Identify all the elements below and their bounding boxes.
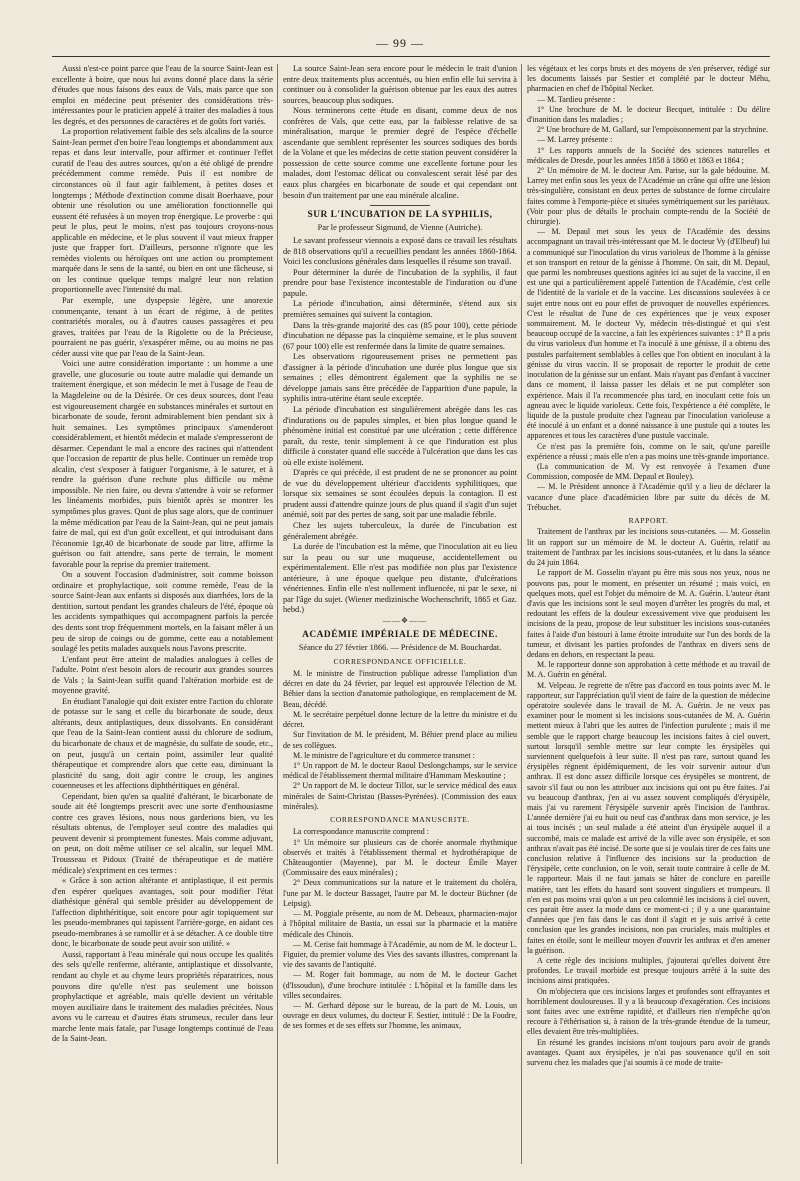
paragraph: Chez les sujets tuberculeux, la durée de l'incubation est généralement abrégée. — [283, 520, 517, 541]
paragraph: M. Velpeau. Je regrette de n'être pas d'accord en tous points avec M. le rapporteur, sur l'appréciation qu'il vient de faire de la question de médecine opératoire soulevée dans le travail de M. A. Guérin. Je ne veux pas examiner pour le moment si les incisions sous-cutanées de M. A. Guérin mettent mieux à l'abri que les autres de l'infection purulente ; mais il me semble que le rapport charge beaucoup les incisions faites à ciel ouvert, surtout lorsqu'il semble mettre sur leur compte les érysipèles qui surviennent quelquefois à leur suite. Il n'est pas rare, surtout quand les érysipèles règnent épidémiquement, de les voir survenir autour d'un anthrax. Il est donc assez difficile lorsque ces érysipèles se montrent, de savoir s'il faut ou non les attribuer aux incisions qui ont pu être faites. J'ai vu beaucoup d'anthrax, j'en ai vu assez souvent compliqués d'érysipèle, mais j'ai vu rarement l'érysipèle survenir après l'incision de l'anthrax. L'année dernière j'ai eu huit ou neuf cas d'anthrax dans mon service, je les ai tous incisés ; un seul malade a été atteint d'un érysipèle auquel il a succombé, mais ce malade est arrivé de la ville avec son érysipèle, et son anthrax n'avait pas été incisé. De sorte que si je voulais tirer de ces faits une conclusion relative à l'influence des incisions sur la production de l'érysipèle, cette conclusion, on le voit, serait toute contraire à celle de M. le rapporteur. Mais il ne faut jamais se hâter de conclure en pareille matière, tant les effets du hasard sont souvent singuliers et trompeurs. Il n'en est pas moins vrai qu'on a un peu calomnié les incisions à ciel ouvert, ces parait être assez la mode dans ce moment-ci ; il y a une quarantaine d'années que j'en fais dans le cas dont il s'agit et je suis arrivé à cette conclusion que les grandes incisions, non pas cruciales, mais multiples et faites en étoile, sont le meilleur moyen d'ouvrir les anthrax et d'en amener la guérison. — [527, 680, 770, 955]
paragraph: — M. Roger fait hommage, au nom de M. le docteur Gachet (d'Issoudun), d'une brochure intitulée : L'hôpital et la famille dans les villes secondaires. — [283, 970, 517, 1000]
paragraph: D'après ce qui précède, il est prudent de ne se prononcer au point de vue du développement ultérieur d'accidents syphilitiques, que lorsque six semaines se sont écoulées depuis la contagion. Il est prudent aussi d'attendre quinze jours de plus quand il s'agit d'un sujet anémié, soit par des pertes de sang, soit par une maladie fébrile. — [283, 468, 517, 520]
paragraph: La source Saint-Jean sera encore pour le médecin le trait d'union entre deux traitements plus accentués, ou bien enfin elle lui servira à continuer ou à consolider la guérison obtenue par les eaux des autres sources, beaucoup plus sodiques. — [283, 64, 517, 105]
paragraph: M. le rapporteur donne son approbation à cette méthode et au travail de M. A. Guérin en général. — [527, 660, 770, 680]
paragraph: — M. le Président annonce à l'Académie qu'il y a lieu de déclarer la vacance d'une place d'académicien libre par suite du décès de M. Trébuchet. — [527, 482, 770, 512]
paragraph: M. le ministre de l'agriculture et du commerce transmet : — [293, 750, 475, 760]
paragraph: — M. Poggiale présente, au nom de M. Debeaux, pharmacien-major à l'hôpital militaire de Bastia, un essai sur la pharmacie et la matière médicale des Chinois. — [283, 909, 517, 939]
column-2 — [283, 64, 517, 1164]
paragraph: 2° Un mémoire de M. le docteur Am. Parise, sur la gale bédouine. M. Larrey met enfin sous les yeux de l'Académie un crâne qui offre une lésion très-singulière, consistant en deux pertes de substance de forme circulaire faites comme à l'emporte-pièce et situées symétriquement sur les pariétaux. (Voir pour plus de détails le prochain compte-rendu de la Société de chirurgie). — [527, 166, 770, 227]
paragraph: Le savant professeur viennois a exposé dans ce travail les résultats de 818 observations qu'il a recueillies pendant les années 1860-1864. Voici les conclusions générales dans lesquelles il résume son travail. — [283, 236, 517, 267]
paragraph: La période d'incubation est singulièrement abrégée dans les cas d'indurations ou de papules simples, et bien plus longue quand le phénomène initial est constitué par une ulcération ; cette différence paraît, du reste, tenir simplement à ce que l'induration est plus difficile à constater quand elle succède à l'ulcération que dans les cas où elle existe isolément. — [283, 404, 517, 467]
paragraph: On m'objectera que ces incisions larges et profondes sont effrayantes et horriblement douloureuses. Il y a là beaucoup d'exagération. Ces incisions sont faites avec une extrême rapidité, et d'ailleurs rien n'empêche qu'on recoure à l'éthérisation si, à raison de la très-grande étendue de la tumeur, elles devaient être très-multipliées. — [527, 986, 770, 1037]
section-rule — [370, 205, 430, 206]
subheading: RAPPORT. — [628, 515, 669, 525]
paragraph: Pour déterminer la durée de l'incubation de la syphilis, il faut prendre pour base l'existence incontestable de l'induration ou d'une papule. — [283, 267, 517, 298]
paragraph: — M. Larrey présente : — [537, 135, 613, 145]
article-heading: SUR L'INCUBATION DE LA SYPHILIS, — [307, 210, 493, 221]
column-divider — [277, 64, 278, 1164]
paragraph: 2° Deux communications sur la nature et le traitement du choléra, l'une par M. le docteur Bassaget, l'autre par M. le docteur Büchner (de Leipsig). — [283, 878, 517, 908]
paragraph: Le rapport de M. Gosselin n'ayant pu être mis sous nos yeux, nous ne pouvons pas, pour le moment, en présenter un résumé ; mais voici, en quelques mots, quel est l'objet du mémoire de M. A. Guérin. L'auteur étant d'avis que les incisions sont le seul moyen d'arrêter les progrès du mal, et redoutant les effets de la douleur excessivement vive que produisent les incisions de la peau, propose de leur substituer les incisions sous-cutanées faites à l'aide d'un bistouri à lame étroite introduite sur l'un des bords de la tumeur, et divisant les parties profondes de l'anthrax en divers sens de dedans en dehors, en respectant la peau. — [527, 568, 770, 659]
paragraph: 1° Un mémoire sur plusieurs cas de chorée anormale rhythmique observés et traités à l'établissement thermal et hydrothérapique de Châteaugontier (Mayenne), par M. le docteur Émile Mayer (Commissaire des eaux minérales) ; — [283, 837, 517, 878]
paragraph: M. le secrétaire perpétuel donne lecture de la lettre du ministre et du décret. — [283, 709, 517, 730]
paragraph: Dans la très-grande majorité des cas (85 pour 100), cette période d'incubation ne dépasse pas la cinquième semaine, et le plus souvent (67 pour 100) elle est renfermée dans la limite de quatre semaines. — [283, 320, 517, 351]
paragraph: En résumé les grandes incisions m'ont toujours paru avoir de grands avantages. Quant aux érysipèles, je n'ai pas souvenance qu'il en soit survenu chez les malades que j'ai soumis à ce mode de traite- — [527, 1037, 770, 1068]
article-byline: Par le professeur Sigmund, de Vienne (Autriche). — [317, 222, 483, 232]
paragraph: Aussi n'est-ce point parce que l'eau de la source Saint-Jean est excellente à boire, que nous lui avons donné place dans la série d'études que nous faisons des eaux de Vals, mais parce que son emploi en médecine peut présenter des considérations très-intéressantes pour le praticien appelé à traiter des maladies à tous les degrés, et des personnes de caractères et de goûts fort variés. — [52, 64, 273, 126]
paragraph: — M. Cerise fait hommage à l'Académie, au nom de M. le docteur L. Figuier, du premier volume des Vies des savants illustres, comprenant la vie des savants de l'antiquité. — [283, 939, 517, 970]
paragraph: A cette règle des incisions multiples, j'ajouterai qu'elles doivent être profondes. Le travail morbide est presque toujours arrêté à la suite des incisions ainsi pratiquées. — [527, 956, 770, 986]
paragraph: L'enfant peut être atteint de maladies analogues à celles de l'adulte. Point n'est besoin alors de recourir aux grandes sources de Vals ; la Saint-Jean suffit quand l'altération morbide est de moyenne gravité. — [52, 654, 273, 696]
paragraph: — M. Gerhard dépose sur le bureau, de la part de M. Louis, un ouvrage en deux volumes, du docteur F. Sestier, intitulé : De la Foudre, de ses formes et de ses effets sur l'homme, les animaux, — [283, 1000, 517, 1031]
paragraph: Cependant, bien qu'en sa qualité d'altérant, le bicarbonate de soude ait été longtemps prescrit avec une sorte d'enthousiasme contre ces graves lésions, nous nous garderions bien, vu les résultats obtenus, de l'employer seul contre des maladies qui peuvent devenir si promptement funestes. Mais comme adjuvant, on peut, on doit même utiliser ce sel alcalin, sur lequel MM. Trousseau et Pidoux (Traité de thérapeutique et de matière médicale) s'expriment en ces termes : — [52, 791, 273, 875]
subheading: CORRESPONDANCE OFFICIELLE. — [333, 656, 467, 666]
paragraph: 1° Une brochure de M. le docteur Becquet, intitulée : Du délire d'inanition dans les maladies ; — [527, 104, 770, 125]
paragraph: Traitement de l'anthrax par les incisions sous-cutanées. — M. Gosselin lit un rapport sur un mémoire de M. le docteur A. Guérin, relatif au traitement de l'anthrax par les incisions sous-cutanées, et lu dans la séance du 24 juin 1864. — [527, 527, 770, 568]
session-line: Séance du 27 février 1866. — Présidence de M. Bouchardat. — [298, 642, 502, 652]
paragraph: 1° Les rapports annuels de la Société des sciences naturelles et médicales de Dresde, pour les années 1858 à 1860 et 1863 et 1864 ; — [527, 145, 770, 165]
paragraph: 2° Un rapport de M. le docteur Tillot, sur le service médical des eaux minérales de Saint-Christau (Basses-Pyrénées). (Commission des eaux minérales). — [283, 781, 517, 811]
paragraph: — M. Depaul met sous les yeux de l'Académie des dessins accompagnant un travail très-intéressant que M. le docteur Vy (d'Elbeuf) lui a communiqué sur l'inoculation du virus varioleux de l'homme à la génisse et son transport en retour de la génisse à l'homme. On sait, dit M. Depaul, que parmi les nombreuses questions agitées ici au sujet de la vaccine, il en est une qui a particulièrement appelé l'attention de l'Académie, c'est celle de l'identité de la variole et de la vaccine. Les discussions soulevées à ce sujet entre nous ont eu pour effet de provoquer de nouvelles expériences. C'est le résultat de l'une de ces expériences que je veux exposer sommairement. M. le docteur Vy, médecin très-distingué et qui s'est beaucoup occupé de la vaccine, a fait les expériences suivantes : 1° Il a pris du virus varioleux d'un homme et l'a inoculé à une génisse, il a obtenu des pustules parfaitement semblables à celles que l'on obtient en inoculant à la génisse du virus vaccin. Il se proposait de reporter le produit de cette inoculation de la génisse sur un enfant. Mais n'ayant pas d'enfant à vacciner dans ce moment, il laissa passer les délais et ne put compléter son expérience. Mais il l'a recommencée plus tard, en inoculant cette fois un agneau avec le liquide varioleux. Cette fois, l'expérience a été complète, le liquide de la pustule produite chez l'agneau par l'inoculation varioleuse a été inoculé à un enfant et a donné naissance à une pustule qui a toutes les apparences et tous les caractères d'une pustule vaccinale. — [527, 227, 770, 441]
quotation: « Grâce à son action altérante et antiplastique, il est permis d'en espérer quelques avantages, soit pour modifier l'état diathésique général qui semble présider au développement de l'affection diphthéritique, soit encore pour agir topiquement sur les pseudo-membranes qui tapissent l'arrière-gorge, en aidant ces pseudo-membranes à se ramollir et à se détacher. A ce double titre donc, le bicarbonate de soude peut avoir son utilité. » — [52, 876, 273, 949]
paragraph: Aussi, rapportant à l'eau minérale qui nous occupe les qualités des sels qu'elle renferme, altérante, antiplastique et dissolvante, rendant au chyle et au chyme leurs propriétés réparatrices, nous pouvons dire qu'elle n'est pas seulement une boisson prophylactique et agréable, mais qu'elle devient un véritable moyen auxiliaire dans le traitement des maladies précitées. Nous avons vu le carreau et d'autres états strumeux, reculer dans leur marche lente mais fatale, par l'usage longtemps continué de l'eau de la Saint-Jean. — [52, 949, 273, 1044]
paragraph: — M. Tardieu présente : — [537, 94, 616, 104]
paragraph: Sur l'invitation de M. le président, M. Béhier prend place au milieu de ses collègues. — [283, 730, 517, 750]
paragraph: 2° Une brochure de M. Gallard, sur l'empoisonnement par la strychnine. — [537, 125, 769, 135]
paragraph: Nous terminerons cette étude en disant, comme deux de nos confrères de Vals, que cette eau, par la faiblesse relative de sa minéralisation, marque le premier degré de l'espèce d'échelle ascendante que semblent représenter les sources sodiques des bords de la Volane et que les médecins de cette station peuvent considérer la possession de cette source comme une excellente fortune pour les malades, dont l'estomac délicat ou convalescent serait lésé par des eaux plus chargées en bicarbonate de soude et qui cependant ont besoin d'un traitement par une eau minérale alcaline. — [283, 106, 517, 200]
paragraph: (La communication de M. Vy est renvoyée à l'examen d'une Commission, composée de MM. Depaul et Bouley). — [527, 461, 770, 482]
paragraph: La durée de l'incubation est la même, que l'inoculation ait eu lieu sur la peau ou sur une muqueuse, accidentellement ou expérimentalement. Elle n'est pas modifiée non plus par l'existence antérieure, à une époque quelque peu distante, d'ulcérations vénériennes. Enfin elle n'est nullement influencée, ni par le sexe, ni par l'âge du sujet. (Wiener medizinische Wochenschrift, 1865 et Gaz. hebd.) — [283, 542, 517, 615]
paragraph: La correspondance manuscrite comprend : — [293, 827, 429, 837]
paragraph: les végétaux et les corps bruts et des moyens de s'en préserver, rédigé sur les documents laissés par Sestier et complété par le docteur Méhu, pharmacien en chef de l'hôpital Necker. — [527, 64, 770, 94]
paragraph: La période d'incubation, ainsi déterminée, s'étend aux six premières semaines qui suivent la contagion. — [283, 299, 517, 320]
paragraph: 1° Un rapport de M. le docteur Raoul Deslongchamps, sur le service médical de l'établissement thermal militaire d'Hammam Meskoutine ; — [283, 760, 517, 781]
column-1 — [52, 64, 273, 1164]
paragraph: Ce n'est pas la première fois, comme on le sait, qu'une pareille expérience a réussi ; mais elle n'en a pas moins une très-grande importance. — [527, 441, 770, 461]
paragraph: En étudiant l'analogie qui doit exister entre l'action du chlorate de potasse sur le sang et celle du bicarbonate de soude, deux altérants, deux antiplastiques, deux dissolvants. En considérant que l'eau de la Saint-Jean contient aussi du chlorure de sodium, du bicarbonate de chaux et de magnésie, du sulfate de soude, etc., on peut, jusqu'à un certain point, assimiler leur qualité thérapeutique et comprendre alors que cette eau, diminuant la plasticité du sang, doit agir contre le croup, les angines couenneuses et les affections diphthéritiques en général. — [52, 696, 273, 791]
column-divider — [521, 64, 522, 1164]
header-rule — [52, 56, 770, 57]
paragraph: Voici une autre considération importante : un homme a une gravelle, une glucosurie ou toute autre maladie qui demande un traitement énergique, et son médecin le met à l'usage de l'eau de la Magdeleine ou de la Désirée. Or ces deux sources, dont l'eau est vigoureusement chargée en substances minérales et surtout en bicarbonate de soude, feront admirablement bien pendant six à huit semaines. Les symptômes principaux s'amenderont considérablement, et bientôt médecin et malade s'empresseront de désarmer. Cependant le mal a encore des racines qui n'attendent que l'occasion de repartir de plus belle. Continuer un remède trop alcalin, c'est s'exposer à fatiguer l'organisme, à le saturer, et à rendre la guérison d'une rechute plus difficile ou même impossible. Ne rien faire, ou devra s'attendre à voir se reformer les linéaments morbides, puis bientôt après se montrer les symptômes plus graves. Quoi de plus sage alors, que de continuer la même médication par l'eau de la Saint-Jean, qui ne peut jamais faire de mal, qui est d'un goût excellent, et qui introduisant dans l'économie 1gr,40 de bicarbonate de soude par litre, affirme la guérison ou fait attendre, sans perte de terrain, le moment favorable pour la reprise du premier traitement. — [52, 359, 273, 569]
column-3 — [527, 64, 770, 1164]
section-heading: ACADÉMIE IMPÉRIALE DE MÉDECINE. — [302, 630, 498, 641]
paragraph: On a souvent l'occasion d'administrer, soit comme boisson ordinaire et prophylactique, soit comme remède, l'eau de la source Saint-Jean aux enfants si disposés aux diarrhées, lors de la dentition, surtout pendant les grandes chaleurs de l'été, époque où les accidents sympathiques qui accompagnent parfois la percée des dents sont trop fréquemment mortels, en la faisant mêler à un peu de sirop de coings ou de gomme, cette eau a notablement soulagé les petits malades auxquels nous l'avons prescrite. — [52, 570, 273, 654]
ornament-divider: ——❖—— — [382, 615, 428, 625]
paragraph: Par exemple, une dyspepsie légère, une anorexie commençante, tenant à un écart de régime, à de petites contrariétés morales, ou à d'autres causes passagères et peu graves, traitées par l'eau de la Rigolette ou de la Précieuse, pourraient ne pas guérir, s'exaspérer même, ou au moins ne pas céder aussi vite que par l'eau de la Saint-Jean. — [52, 296, 273, 358]
subheading: CORRESPONDANCE MANUSCRITE. — [330, 814, 470, 824]
paragraph: M. le ministre de l'instruction publique adresse l'ampliation d'un décret en date du 24 février, par lequel est approuvée l'élection de M. Béhier dans la section d'anatomie pathologique, en remplacement de M. Beau, décédé. — [283, 669, 517, 709]
page-number: — 99 — — [376, 36, 424, 50]
paragraph: La proportion relativement faible des sels alcalins de la source Saint-Jean permet d'en boire l'eau longtemps et abondamment aux repas et dans leur intervalle, pour affirmer et continuer l'effet curatif de l'eau des autres sources, qu'on a été obligé de prendre précédemment comme remède. Puis il est nombre de circonstances où il faut agir faiblement, à petites doses et longtemps ; Méthode d'extinction comme disait Boerhaave, pour obtenir une résolution ou une amélioration fonctionnelle qui eussent été refusées à un moyen trop énergique. Le proverbe : qui peut le plus, peut le moins, n'est pas toujours croyons-nous applicable en médecine, et le plus souvent il vaut mieux frapper juste que frapper fort. D'ailleurs, personne n'ignore que les remèdes violents ou héroïques ont une action ou promptement marquée dans le sens de la santé, ou bien en ont une fâcheuse, si on les continue quelque temps malgré leur non relation proportionnelle avec l'intensité du mal. — [52, 127, 273, 295]
paragraph: Les observations rigoureusement prises ne permettent pas d'assigner à la période d'incubation une durée plus longue que six semaines ; elles démontrent également que la syphilis ne se développe jamais sans être précédée de l'apparition d'une papule, la syphilis intra-utérine étant seule exceptée. — [283, 352, 517, 404]
